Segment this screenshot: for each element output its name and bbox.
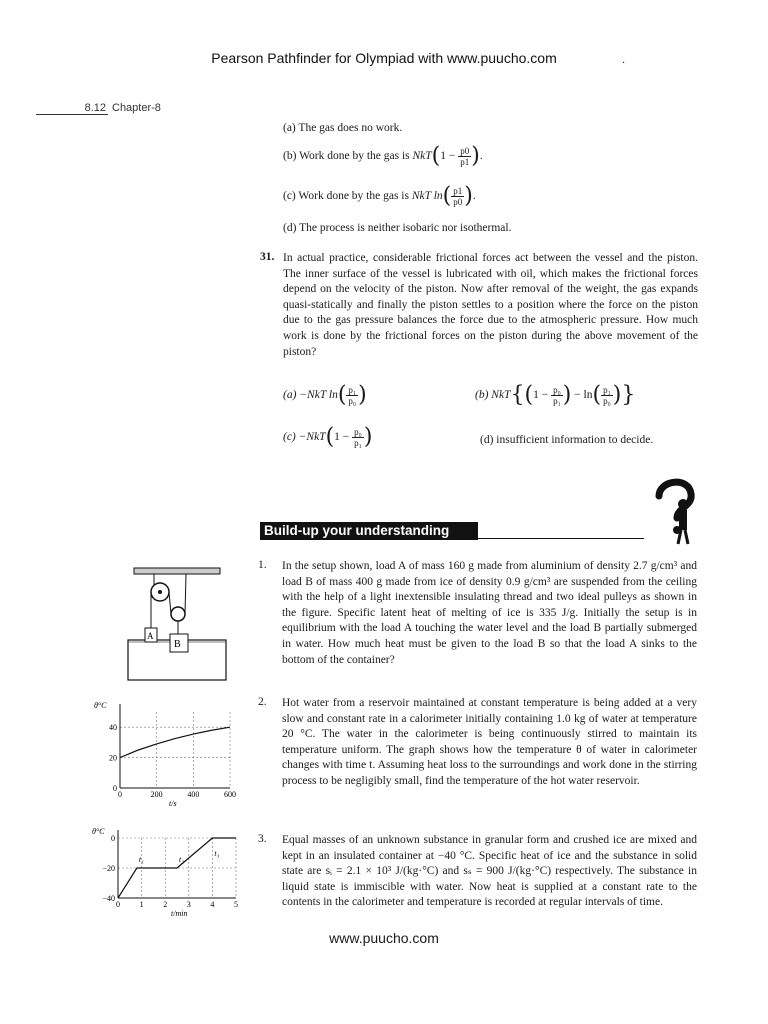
q3-number: 3. <box>258 833 267 845</box>
x-axis-label: t/min <box>171 909 188 918</box>
q30-option-c-expr: NkT ln <box>411 190 443 203</box>
q3-text: Equal masses of an unknown substance in granular form and crushed ice are mixed and kept in an insulated container at −40 °C. Specific heat of ice and the substance in solid state are sᵢ = 2.1 × 10³ J/(kg·°C) and sₛ = 900 J/(kg·°C) respectively. The substance in liquid state is immiscible with water. Now heat is supplied at a constant rate to the contents in the calorimeter and temperature is recorded at regular intervals of time. <box>282 834 697 909</box>
chapter-label: Chapter-8 <box>112 102 161 114</box>
q1-text: In the setup shown, load A of mass 160 g made from aluminium of density 2.7 g/cm³ and load B of mass 400 g made from ice of density 0.9 g/cm³ are suspended from the ceiling with the help of a light inextensible insulating thread and two ideal pulleys as shown in the figure. Specific latent heat of melting of ice is 335 J/g. Initially the setup is in equilibrium with the load A touching the water level and the load B partially submerged in water. How much heat must be given to the load B so that the load A sinks to the bottom of the container? <box>282 560 697 666</box>
y-tick-label: 20 <box>109 753 117 763</box>
x-tick-label: 4 <box>210 900 215 909</box>
q30-option-d: (d) The process is neither isobaric nor isothermal. <box>283 222 512 234</box>
y-tick-label: 40 <box>109 723 117 733</box>
q30-option-c: (c) Work done by the gas is NkT ln( $\frac{p1}{p0}$ ). <box>283 183 476 209</box>
q30-option-b-prefix: (b) Work done by the gas is <box>283 150 410 163</box>
x-tick-label: 0 <box>116 900 120 909</box>
time-mark-label: t₂ <box>179 855 185 864</box>
time-mark-label: t₃ <box>214 849 220 858</box>
page-footer: www.puucho.com <box>329 930 439 946</box>
y-axis-label: θ°C <box>92 827 105 836</box>
load-b-label: B <box>174 639 181 650</box>
q2-text: Hot water from a reservoir maintained at constant temperature is being added at a very slow and constant rate in a calorimeter initially containing 1.0 kg of water at temperature 20 °C. The water in the calorimeter is being continuously stirred to maintain its temperature uniform. The graph shows how the temperature θ of water in calorimeter changes with time t. Assuming heat loss to the surroundings and work done in the stirring process to be negligibly small, find the temperature of the hot water reservoir. <box>282 697 697 787</box>
lower-pulley <box>171 607 185 621</box>
x-tick-label: 1 <box>139 900 144 909</box>
q31-number: 31. <box>260 251 275 263</box>
q31-option-a: (a) −NkT ln( $\frac{\text{p₁}}{\text{p₀}}$ ) <box>283 382 367 408</box>
y-tick-label: 0 <box>113 784 117 793</box>
page-number: 8.12 <box>36 102 108 115</box>
q31-option-c: (c) −NkT(1 − $\frac{\text{p₀}}{\text{p₁}}$ ) <box>283 424 373 450</box>
q1-number: 1. <box>258 559 267 571</box>
time-mark-label: t₁ <box>138 855 144 864</box>
x-tick-label: 0 <box>118 790 122 799</box>
heating-curve-chart <box>88 820 248 928</box>
y-tick-label: −20 <box>102 864 115 873</box>
ceiling <box>134 568 220 574</box>
y-tick-label: −40 <box>102 894 115 903</box>
x-tick-label: 5 <box>234 900 238 909</box>
q30-option-c-prefix: (c) Work done by the gas is <box>283 190 409 203</box>
y-tick-label: 0 <box>111 834 115 843</box>
y-axis-label: θ°C <box>94 701 107 710</box>
q31-option-b: (b) NkT{(1 − $\frac{\text{p₀}}{\text{p₁}}$ ) − ln( $\frac{\text{p₁}}{\text{p₀}}$ )} <box>475 382 636 408</box>
x-tick-label: 3 <box>186 900 191 909</box>
page-header: Pearson Pathfinder for Olympiad with www.puucho.com <box>211 50 557 66</box>
q30-option-a: (a) The gas does no work. <box>283 122 403 134</box>
x-tick-label: 2 <box>163 900 168 909</box>
temperature-time-chart <box>90 700 250 812</box>
q30-option-b: (b) Work done by the gas is NkT(1 − $\frac{p0}{p1}$ ). <box>283 143 483 169</box>
x-tick-label: 200 <box>150 790 163 799</box>
series-line <box>120 727 230 757</box>
pulley-setup-figure <box>120 562 240 692</box>
q31-text: In actual practice, considerable frictional forces act between the vessel and the piston. The inner surface of the vessel is lubricated with oil, which makes the frictional forces depend on the velocity of the piston. Now after removal of the weight, the gas expands quasi-statically and finally the piston settles to a position where the force on the piston due to the gas pressure balances the force due to the atmospheric pressure. How much work is done by the frictional forces on the piston during the above movement of the piston? <box>283 252 698 358</box>
q2-number: 2. <box>258 696 267 708</box>
q30-option-b-expr: NkT <box>412 150 432 163</box>
x-axis-label: t/s <box>169 799 177 808</box>
section-banner: Build-up your understanding <box>260 522 478 540</box>
chapter-tag <box>36 102 161 115</box>
question-mark-figure-icon <box>645 474 701 546</box>
q30-option-b-fraction: $\frac{p0}{p1}$ <box>460 146 470 167</box>
banner-rule <box>478 538 644 539</box>
load-a-label: A <box>147 631 154 641</box>
header-dot: . <box>622 52 625 66</box>
x-tick-label: 400 <box>187 790 200 799</box>
x-tick-label: 600 <box>224 790 236 799</box>
q30-option-c-fraction: $\frac{p1}{p0}$ <box>453 186 463 207</box>
q31-option-d: (d) insufficient information to decide. <box>480 434 654 446</box>
